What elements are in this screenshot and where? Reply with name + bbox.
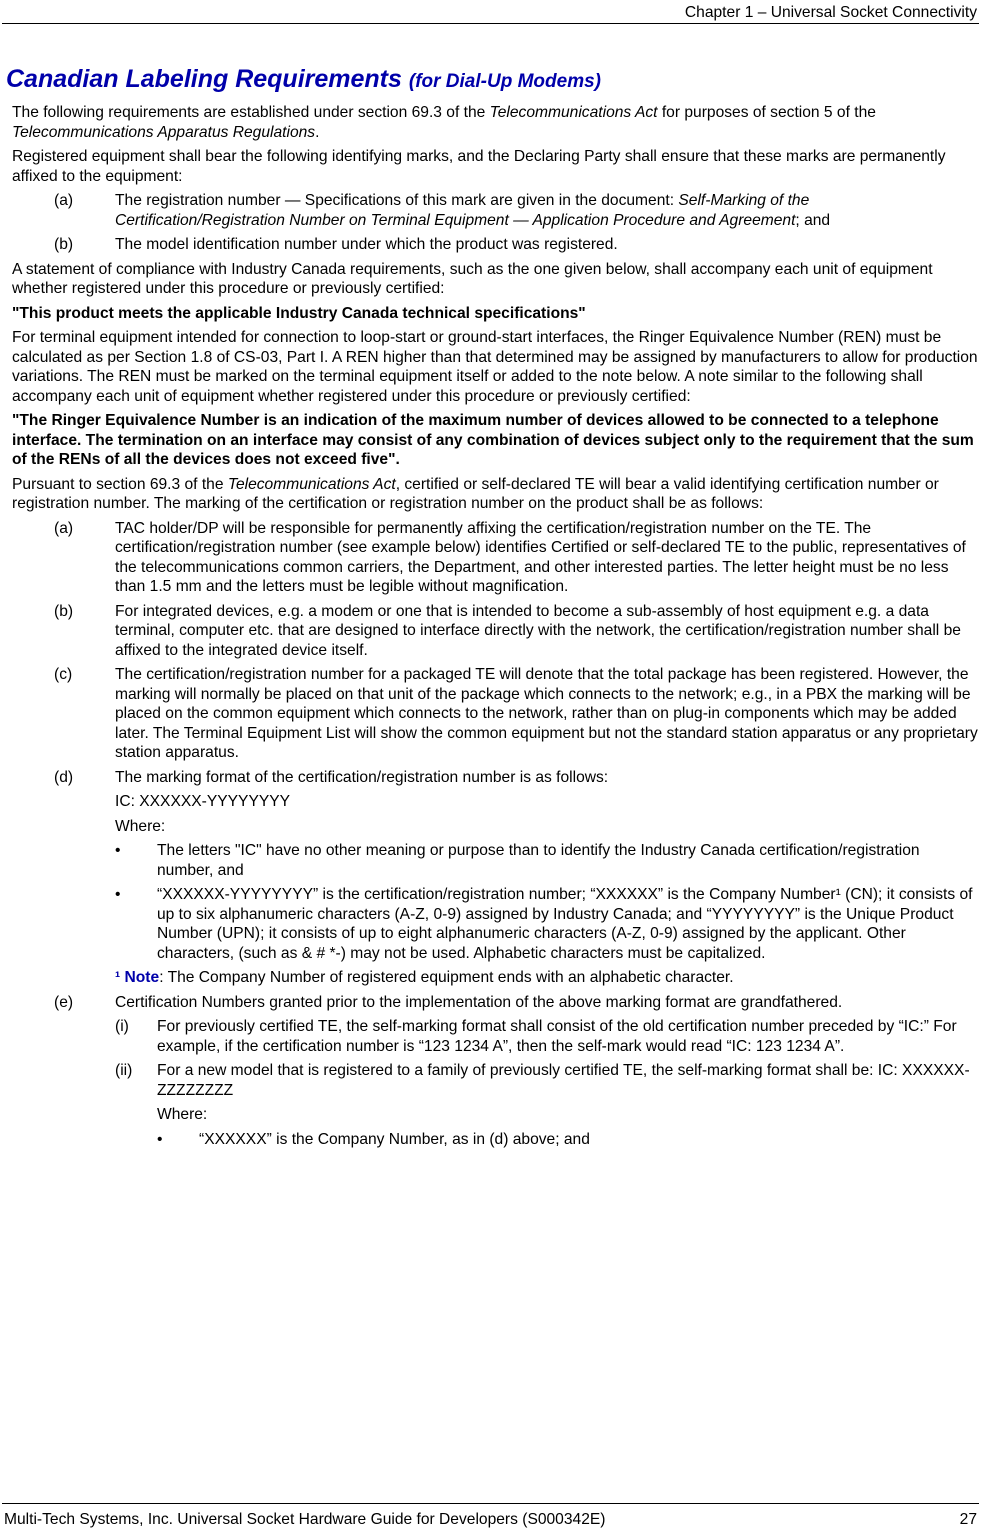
item-text: The certification/registration number for a packaged TE will denote that the total package has been registered. However, the marking will normally be placed on that unit of the package which connects to the network; e.g., in a PBX the marking will be placed on the common equipment which connects to the network, rather than on plug-in components which may be added later. The Terminal Equipment List will show the common equipment but not the standard station apparatus or any proprietary station apparatus. <box>115 666 978 761</box>
item-text: TAC holder/DP will be responsible for permanently affixing the certification/registration number on the TE. The certification/registration number (see example below) identifies Certified or self-declared TE to the public, representatives of the telecommunications common carriers, the Department, and other interested parties. The letter height must be no less than 1.5 mm and the letters must be legible without magnification. <box>115 519 966 595</box>
item-label: (a) <box>54 192 74 209</box>
regulations-name: Telecommunications Apparatus Regulations <box>12 123 316 141</box>
bullet-item <box>12 841 978 880</box>
item-label: (i) <box>115 1018 129 1035</box>
sub-item-ii <box>12 1061 978 1100</box>
item-text: The marking format of the certification/registration number is as follows: <box>115 768 609 786</box>
pursuant-paragraph <box>12 475 978 514</box>
marking-format: IC: XXXXXX-YYYYYYYY <box>115 793 291 810</box>
list-item-b <box>12 602 978 661</box>
item-label: (b) <box>54 602 74 620</box>
footer-rule <box>2 1503 979 1504</box>
act-name: Telecommunications Act <box>489 104 658 121</box>
bullet-text: “XXXXXX” is the Company Number, as in (d) above; and <box>199 1130 590 1148</box>
section-body <box>12 103 978 1149</box>
bullet-icon: • <box>115 842 121 859</box>
ren-statement: "The Ringer Equivalence Number is an indication of the maximum number of devices allowed to be connected to a telephone interface. The termination on an interface may consist of any combination of devices subject only to the requirement that the sum of the RENs of all the devices does not exceed five". <box>12 412 974 468</box>
compliance-statement: "This product meets the applicable Industry Canada technical specifications" <box>12 304 586 322</box>
item-label: (b) <box>54 236 74 253</box>
text-run: ; and <box>795 211 831 229</box>
text-run: for purposes of section 5 of the <box>657 104 876 121</box>
chapter-header: Chapter 1 – Universal Socket Connectivity <box>684 4 977 21</box>
item-text: For integrated devices, e.g. a modem or one that is intended to become a sub-assembly of host equipment e.g. a data terminal, computer etc. that are designed to interface directly with the network, the certification/registration number shall be affixed to the integrated device itself. <box>115 602 961 659</box>
marks-paragraph: Registered equipment shall bear the following identifying marks, and the Declaring Party shall ensure that these marks are permanently affixed to the equipment: <box>12 148 946 185</box>
text-run: Pursuant to section 69.3 of the <box>12 475 228 493</box>
page-number: 27 <box>959 1511 977 1528</box>
item-text: For previously certified TE, the self-marking format shall consist of the old certification number preceded by “IC:” For example, if the certification number is “123 1234 A”, then the self-mark would read “IC: 123 1234 A”. <box>157 1018 957 1055</box>
title-main: Canadian Labeling Requirements <box>6 65 402 93</box>
title-sub: (for Dial-Up Modems) <box>408 71 601 92</box>
intro-paragraph <box>12 103 978 142</box>
note-label: ¹ Note <box>115 969 160 986</box>
act-name: Telecommunications Act <box>227 475 396 493</box>
mark-item-a <box>12 191 978 230</box>
where-label: Where: <box>157 1106 208 1123</box>
list-item-e <box>12 993 978 1013</box>
text-run: The following requirements are established under section 69.3 of the <box>12 104 490 121</box>
section-title <box>6 64 978 97</box>
text-run: , certified or self-declared TE will bear a valid identifying certification number or registration number. The marking of the certification or registration number on the product shall be as follows: <box>12 475 939 512</box>
list-item-a <box>12 519 978 597</box>
ren-paragraph: For terminal equipment intended for connection to loop-start or ground-start interfaces, the Ringer Equivalence Number (REN) must be calculated as per Section 1.8 of CS-03, Part I. A REN higher than that determined may be assigned by manufacturers to allow for production variations. The REN must be marked on the terminal equipment itself or added to the note below. A note similar to the following shall accompany each unit of equipment whether registered under this procedure or previously certified: <box>12 329 978 405</box>
item-text: Certification Numbers granted prior to the implementation of the above marking format are grandfathered. <box>115 993 843 1011</box>
compliance-paragraph: A statement of compliance with Industry Canada requirements, such as the one given below, shall accompany each unit of equipment whether registered under this procedure or previously certified: <box>12 260 933 297</box>
sub-item-i <box>12 1017 978 1056</box>
bullet-item <box>12 885 978 963</box>
item-label: (d) <box>54 768 74 786</box>
item-label: (c) <box>54 666 73 683</box>
header-rule <box>2 23 979 24</box>
note-text: : The Company Number of registered equipment ends with an alphabetic character. <box>159 969 734 986</box>
item-text: The model identification number under which the product was registered. <box>115 236 618 253</box>
list-item-c <box>12 665 978 763</box>
footer-title: Multi-Tech Systems, Inc. Universal Socket Hardware Guide for Developers (S000342E) <box>4 1511 606 1528</box>
page-content <box>6 64 978 1154</box>
bullet-icon: • <box>157 1130 163 1148</box>
item-label: (ii) <box>115 1062 133 1079</box>
text-run: The registration number — Specifications of this mark are given in the document: <box>115 192 679 209</box>
where-label: Where: <box>115 817 166 835</box>
item-label: (a) <box>54 519 74 537</box>
item-text: For a new model that is registered to a family of previously certified TE, the self-marking format shall be: IC: XXXXXX-ZZZZZZZZ <box>157 1062 970 1099</box>
mark-item-b <box>12 235 978 255</box>
list-item-d <box>12 768 978 788</box>
bullet-item <box>12 1130 978 1150</box>
bullet-text: “XXXXXX-YYYYYYYY” is the certification/registration number; “XXXXXX” is the Company Number¹ (CN); it consists of up to six alphanumeric characters (A-Z, 0-9) assigned by Industry Canada; and “YYYYYYYY” is the Unique Product Number (UPN); it consists of up to eight alphanumeric characters (A-Z, 0-9) assigned by the applicant. Other characters, (such as & # *-) may not be used. Alphabetic characters must be capitalized. <box>157 886 973 962</box>
footnote <box>12 968 978 988</box>
bullet-icon: • <box>115 886 121 903</box>
document-name: Self-Marking of the Certification/Registration Number on Terminal Equipment — Application Procedure and Agreement <box>115 192 810 229</box>
item-label: (e) <box>54 993 74 1011</box>
bullet-text: The letters "IC" have no other meaning or purpose than to identify the Industry Canada certification/registration number, and <box>157 842 920 879</box>
text-run: . <box>315 123 320 141</box>
